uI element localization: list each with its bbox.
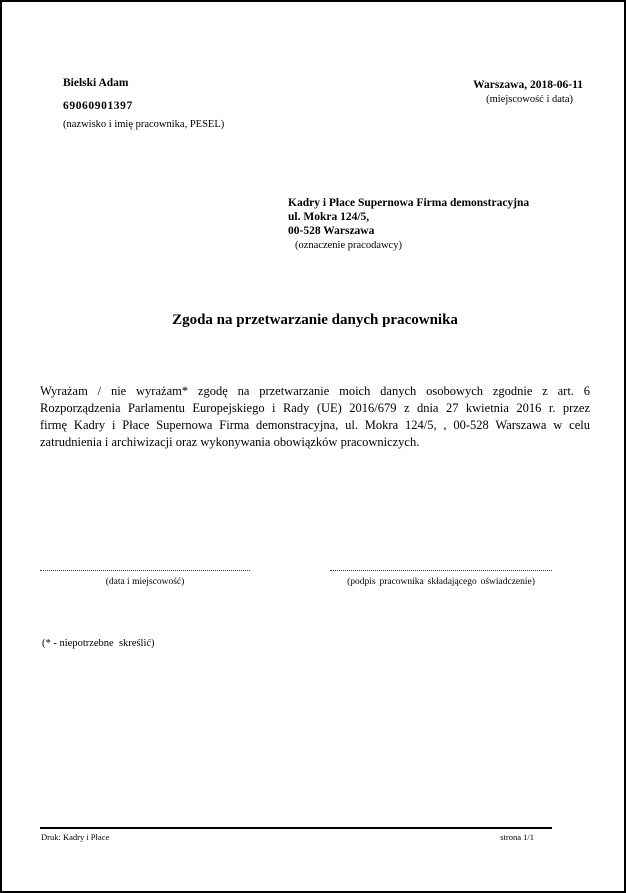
consent-paragraph [40, 383, 590, 451]
paragraph-line: firmę Kadry i Płace Supernowa Firma demonstracyjna, ul. Mokra 124/5, , 00-528 Warszawa w celu [40, 418, 590, 432]
document-title: Zgoda na przetwarzanie danych pracownika [172, 312, 458, 328]
place-date-caption: (miejscowość i data) [486, 94, 573, 105]
signature-caption-employee: (podpis pracownika składającego oświadczenie) [347, 577, 535, 587]
footer [41, 832, 552, 843]
signature-line-employee [330, 558, 552, 571]
employee-caption: (nazwisko i imię pracownika, PESEL) [63, 119, 225, 130]
employee-pesel: 69060901397 [63, 100, 133, 112]
employer-caption: (oznaczenie pracodawcy) [295, 240, 402, 251]
paragraph-line: zatrudnienia i archiwizacji oraz wykonywania obowiązków pracowniczych. [40, 435, 420, 449]
place-date-block [473, 78, 583, 106]
employer-street: ul. Mokra 124/5, [288, 211, 370, 223]
paragraph-line: Rozporządzenia Parlamentu Europejskiego i Rady (UE) 2016/679 z dnia 27 kwietnia 2016 r. przez [40, 401, 590, 415]
signature-caption-date: (data i miejscowość) [105, 577, 185, 587]
footer-print-name: Druk: Kadry i Płace [41, 832, 110, 842]
footnote: (* - niepotrzebne skreślić) [42, 638, 155, 649]
employee-name: Bielski Adam [63, 77, 129, 89]
paragraph-line: Wyrażam / nie wyrażam* zgodę na przetwarzanie moich danych osobowych zgodnie z art. 6 [40, 384, 590, 398]
place-date: Warszawa, 2018-06-11 [473, 79, 583, 91]
signature-line-date [40, 558, 250, 571]
employer-name: Kadry i Płace Supernowa Firma demonstracyjna [288, 197, 530, 209]
footer-rule [40, 827, 552, 829]
footer-page-number: strona 1/1 [500, 832, 534, 842]
employer-city: 00-528 Warszawa [288, 225, 375, 237]
employer-block [288, 196, 529, 252]
employee-block [63, 76, 224, 131]
